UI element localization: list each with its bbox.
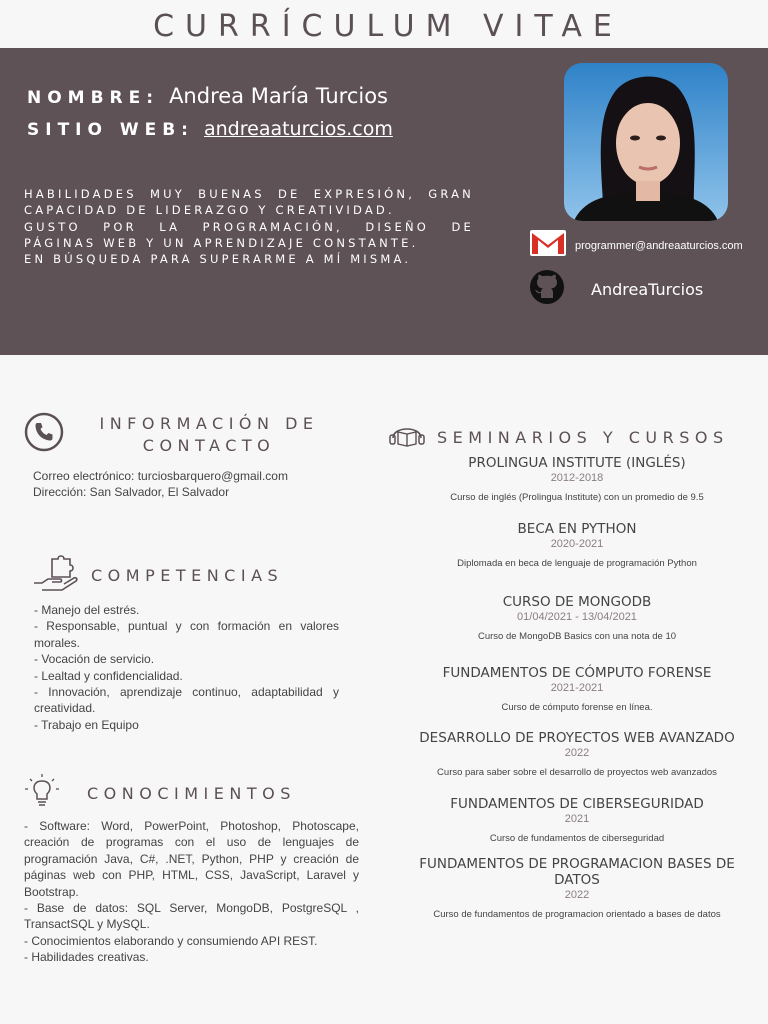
skills-summary xyxy=(24,186,474,267)
course-item xyxy=(395,665,759,713)
course-title: PROLINGUA INSTITUTE (INGLÉS) xyxy=(468,455,686,471)
course-item xyxy=(395,455,759,503)
course-years: 2021 xyxy=(564,813,590,825)
course-description: Curso de fundamentos de programacion orientado a bases de datos xyxy=(433,909,721,920)
phone-icon xyxy=(24,412,64,457)
website-row xyxy=(27,118,393,140)
course-item xyxy=(395,730,759,778)
list-item: - Innovación, aprendizaje continuo, adaptabilidad y creatividad. xyxy=(34,685,339,716)
course-description: Curso de inglés (Prolingua Institute) con un promedio de 9.5 xyxy=(450,492,704,503)
list-item: - Habilidades creativas. xyxy=(24,950,149,965)
gmail-icon xyxy=(530,230,566,261)
title-bar xyxy=(0,0,768,48)
course-description: Curso de cómputo forense en línea. xyxy=(501,702,653,713)
list-item: - Conocimientos elaborando y consumiendo API REST. xyxy=(24,933,318,948)
seminarios-section-header xyxy=(388,420,729,455)
course-title: BECA EN PYTHON xyxy=(517,521,637,537)
website-label: SITIO WEB: xyxy=(27,120,194,140)
contact-email: Correo electrónico: turciosbarquero@gmail.com xyxy=(33,469,288,483)
profile-photo xyxy=(564,63,728,221)
course-description: Curso de MongoDB Basics con una nota de 10 xyxy=(477,631,677,642)
course-title: FUNDAMENTOS DE CÓMPUTO FORENSE xyxy=(442,665,712,681)
conocimientos-list xyxy=(24,818,359,966)
contact-info xyxy=(33,468,353,501)
course-description: Curso de fundamentos de ciberseguridad xyxy=(489,833,665,844)
competencias-list xyxy=(34,602,339,733)
email-contact[interactable] xyxy=(530,230,743,261)
list-item: - Base de datos: SQL Server, MongoDB, PostgreSQL , TransactSQL y MySQL. xyxy=(24,901,359,932)
course-years: 2022 xyxy=(564,889,590,901)
course-item xyxy=(395,594,759,642)
name-label: NOMBRE: xyxy=(27,88,160,108)
skills-line: EN BÚSQUEDA PARA SUPERARME A MÍ MISMA. xyxy=(24,252,412,267)
seminarios-title: SEMINARIOS Y CURSOS xyxy=(437,428,729,447)
contact-section-header xyxy=(24,412,344,457)
list-item: - Responsable, puntual y con formación en valores morales. xyxy=(34,619,339,650)
course-title: CURSO DE MONGODB xyxy=(502,594,652,610)
list-item: - Manejo del estrés. xyxy=(34,603,140,617)
course-item xyxy=(395,796,759,844)
course-years: 2012-2018 xyxy=(550,472,604,484)
competencias-section-header xyxy=(32,553,283,598)
course-title: DESARROLLO DE PROYECTOS WEB AVANZADO xyxy=(419,730,735,746)
list-item: - Lealtad y confidencialidad. xyxy=(34,668,183,683)
hand-puzzle-icon xyxy=(32,553,82,598)
lightbulb-icon xyxy=(22,772,62,815)
list-item: - Trabajo en Equipo xyxy=(34,717,139,732)
course-years: 2022 xyxy=(564,747,590,759)
conocimientos-section-header xyxy=(22,772,296,815)
list-item: - Software: Word, PowerPoint, Photoshop, Photoscape, creación de programas con el uso de lenguajes de programación Java, C#, .NET, Python, PHP y creación de páginas web con PHP, HTML, CSS, JavaScript, Laravel y Bootstrap. xyxy=(24,819,359,899)
name-value: Andrea María Turcios xyxy=(169,84,388,108)
name-row xyxy=(27,84,388,108)
github-contact[interactable] xyxy=(530,270,703,309)
email-text: programmer@andreaaturcios.com xyxy=(575,239,743,252)
course-years: 2021-2021 xyxy=(550,682,604,694)
conocimientos-title: CONOCIMIENTOS xyxy=(87,784,296,803)
headset-book-icon xyxy=(388,420,426,455)
skills-line: GUSTO POR LA PROGRAMACIÓN, DISEÑO DE PÁGINAS WEB Y UN APRENDIZAJE CONSTANTE. xyxy=(24,219,474,250)
course-item xyxy=(395,521,759,569)
header xyxy=(0,48,768,355)
competencias-title: COMPETENCIAS xyxy=(91,566,284,585)
website-link[interactable]: andreaaturcios.com xyxy=(203,118,393,140)
course-years: 2020-2021 xyxy=(550,538,604,550)
github-icon xyxy=(530,270,564,309)
contact-address: Dirección: San Salvador, El Salvador xyxy=(33,485,230,500)
list-item: - Vocación de servicio. xyxy=(34,652,155,667)
course-title: FUNDAMENTOS DE CIBERSEGURIDAD xyxy=(450,796,704,812)
page-title: CURRÍCULUM VITAE xyxy=(153,9,623,44)
contact-title: INFORMACIÓN DE CONTACTO xyxy=(99,413,319,455)
course-description: Diplomada en beca de lenguaje de programación Python xyxy=(457,558,697,569)
course-years: 01/04/2021 - 13/04/2021 xyxy=(517,611,637,623)
course-item xyxy=(400,856,754,920)
course-description: Curso para saber sobre el desarrollo de proyectos web avanzados xyxy=(437,767,717,778)
skills-line: HABILIDADES MUY BUENAS DE EXPRESIÓN, GRAN CAPACIDAD DE LIDERAZGO Y CREATIVIDAD. xyxy=(24,187,474,218)
course-title: FUNDAMENTOS DE PROGRAMACION BASES DE DATOS xyxy=(419,856,735,888)
github-username: AndreaTurcios xyxy=(591,280,704,299)
